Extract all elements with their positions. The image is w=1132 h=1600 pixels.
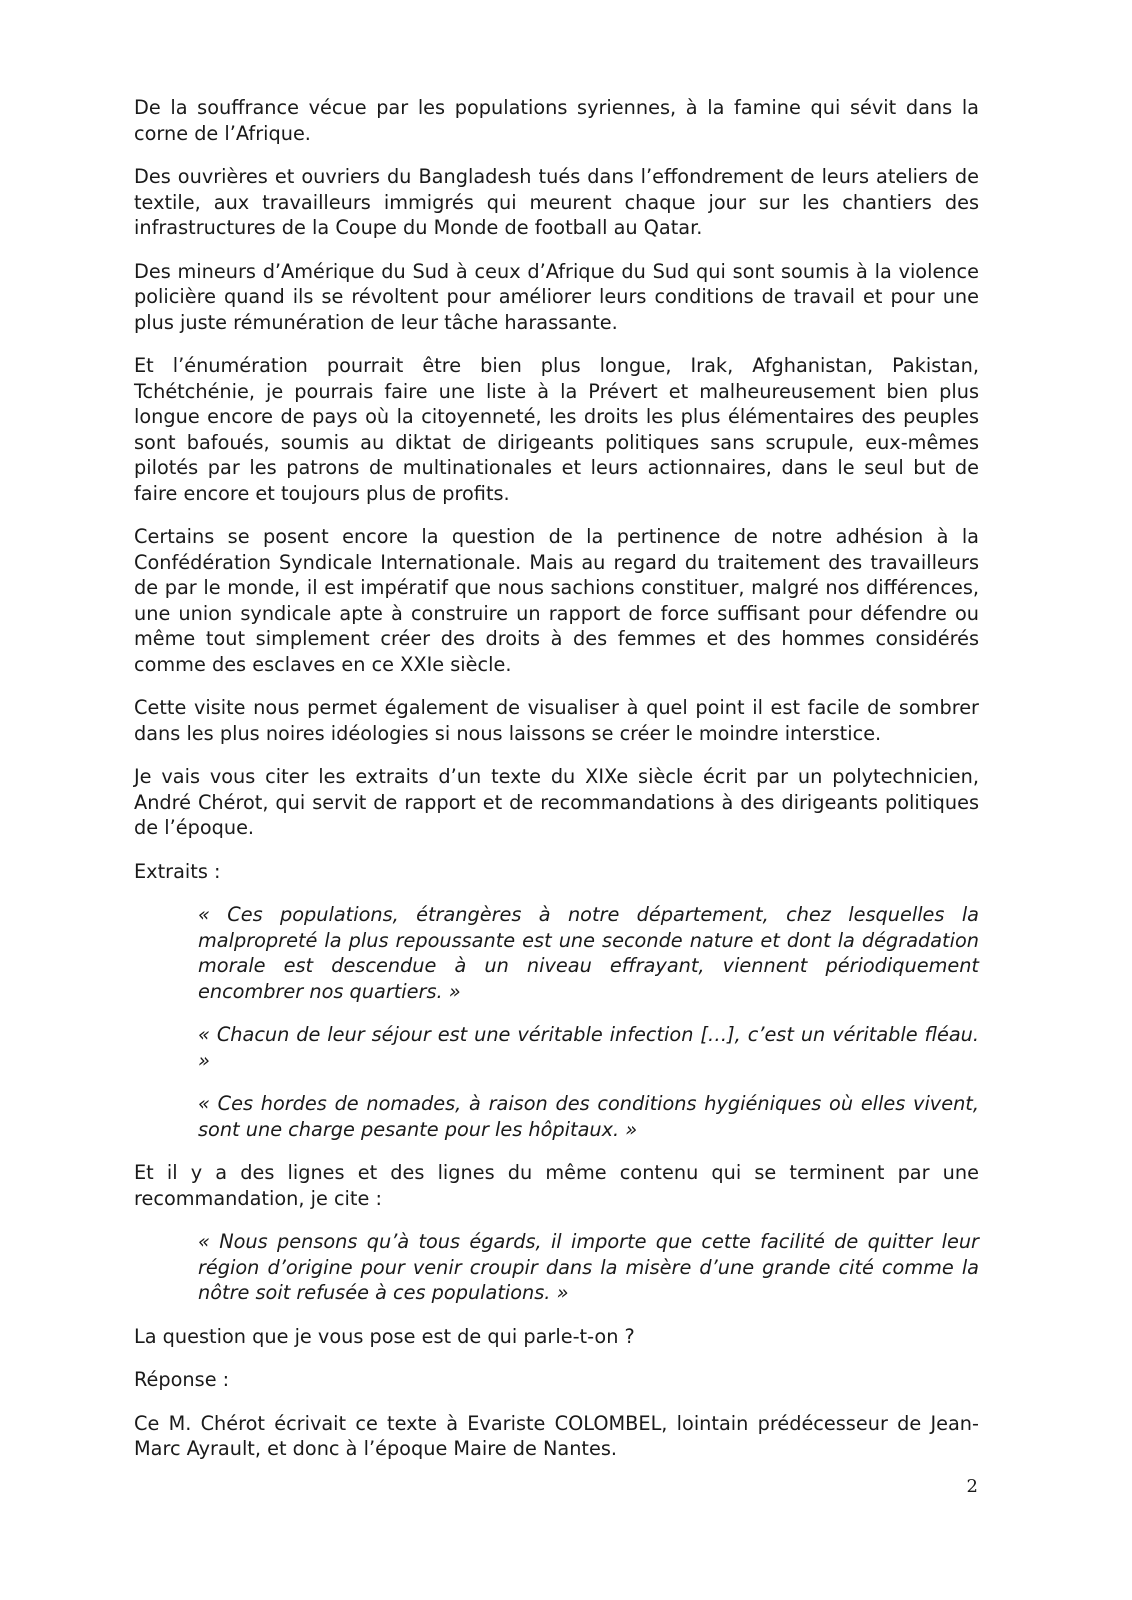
- paragraph-syria: De la souffrance vécue par les populations syriennes, à la famine qui sévit dans la corne de l’Afrique.: [134, 96, 979, 145]
- page-number: 2: [966, 1476, 978, 1497]
- paragraph-reponse-label: Réponse :: [134, 1368, 230, 1391]
- paragraph-recommendation-intro: Et il y a des lignes et des lignes du même contenu qui se terminent par une recommandation, je cite :: [134, 1161, 979, 1210]
- quote-recommendation: « Nous pensons qu’à tous égards, il importe que cette facilité de quitter leur région d’origine pour venir croupir dans la misère d’une grande cité comme la nôtre soit refusée à ces populations. »: [198, 1230, 979, 1304]
- document-body: [134, 95, 979, 1480]
- paragraph-answer: Ce M. Chérot écrivait ce texte à Evariste COLOMBEL, lointain prédécesseur de Jean-Marc Ayrault, et donc à l’époque Maire de Nantes.: [134, 1411, 979, 1460]
- quote-populations: « Ces populations, étrangères à notre département, chez lesquelles la malpropreté la plus repoussante est une seconde nature et dont la dégradation morale est descendue à un niveau effrayant, viennent périodiquement encombrer nos quartiers. »: [198, 903, 979, 1003]
- paragraph-visit: Cette visite nous permet également de visualiser à quel point il est facile de sombrer dans les plus noires idéologies si nous laissons se créer le moindre interstice.: [134, 696, 979, 745]
- paragraph-csi: Certains se posent encore la question de la pertinence de notre adhésion à la Confédération Syndicale Internationale. Mais au regard du traitement des travailleurs de par le monde, il est impératif que nous sachions constituer, malgré nos différences, une union syndicale apte à construire un rapport de force suffisant pour défendre ou même tout simplement créer des droits à des femmes et des hommes considérés comme des esclaves en ce XXIe siècle.: [134, 525, 979, 676]
- quote-infection: « Chacun de leur séjour est une véritable infection […], c’est un véritable fléau. »: [198, 1023, 979, 1072]
- paragraph-cherot-intro: Je vais vous citer les extraits d’un texte du XIXe siècle écrit par un polytechnicien, André Chérot, qui servit de rapport et de recommandations à des dirigeants politiques de l’époque.: [134, 765, 979, 839]
- quote-nomades: « Ces hordes de nomades, à raison des conditions hygiéniques où elles vivent, sont une charge pesante pour les hôpitaux. »: [198, 1092, 979, 1141]
- paragraph-enumeration: Et l’énumération pourrait être bien plus longue, Irak, Afghanistan, Pakistan, Tchétchénie, je pourrais faire une liste à la Prévert et malheureusement bien plus longue encore de pays où la citoyenneté, les droits les plus élémentaires des peuples sont bafoués, soumis au diktat de dirigeants politiques sans scrupule, eux-mêmes pilotés par les patrons de multinationales et leurs actionnaires, dans le seul but de faire encore et toujours plus de profits.: [134, 354, 979, 505]
- paragraph-bangladesh: Des ouvrières et ouvriers du Bangladesh tués dans l’effondrement de leurs ateliers de textile, aux travailleurs immigrés qui meurent chaque jour sur les chantiers des infrastructures de la Coupe du Monde de football au Qatar.: [134, 165, 979, 239]
- paragraph-miners: Des mineurs d’Amérique du Sud à ceux d’Afrique du Sud qui sont soumis à la violence policière quand ils se révoltent pour améliorer leurs conditions de travail et pour une plus juste rémunération de leur tâche harassante.: [134, 259, 979, 334]
- paragraph-extraits-label: Extraits :: [134, 859, 221, 883]
- paragraph-question: La question que je vous pose est de qui parle-t-on ?: [134, 1324, 635, 1348]
